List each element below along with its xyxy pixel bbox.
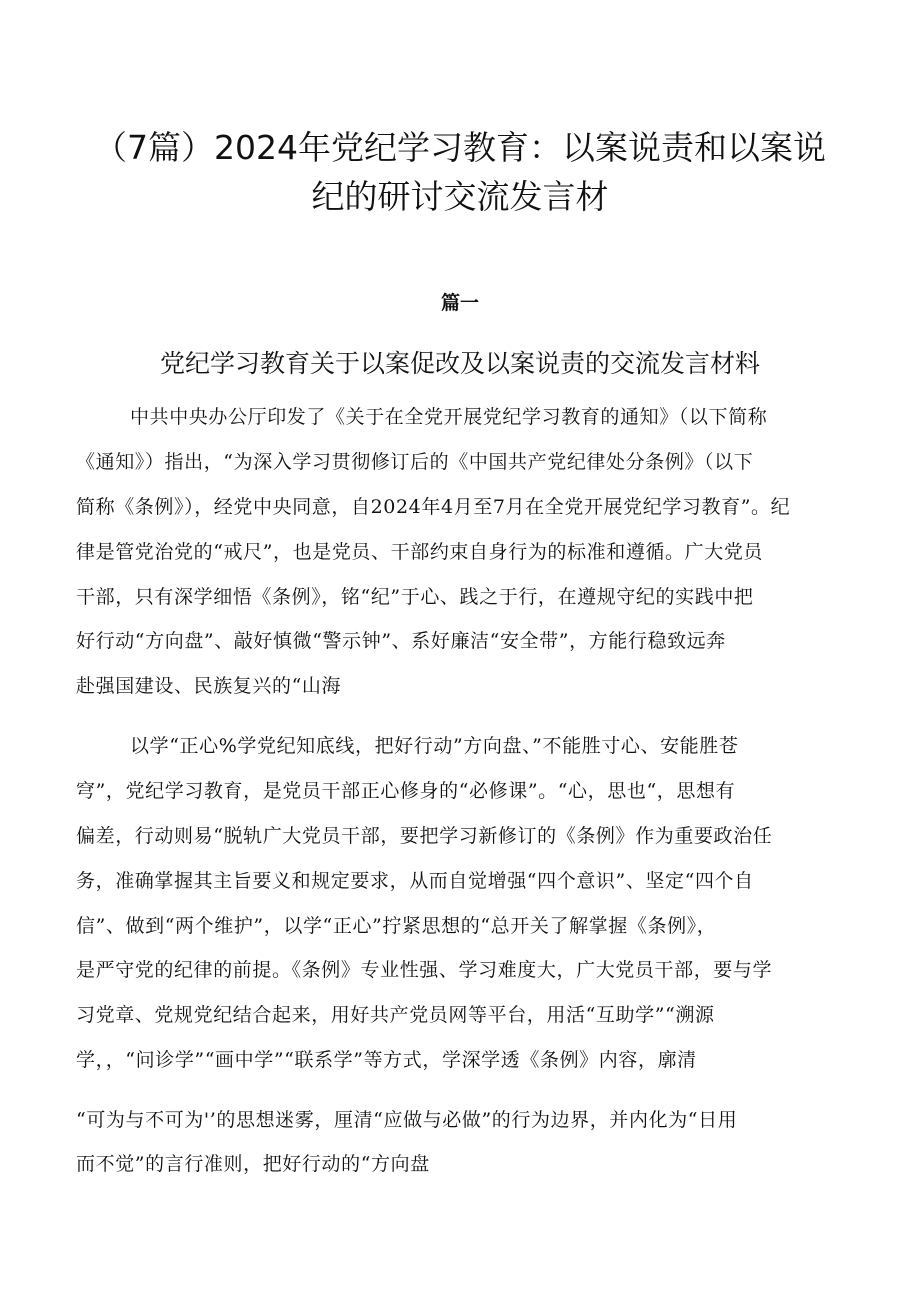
paragraph-2-line: 习党章、党规党纪结合起来，用好共产党员网等平台，用活“互助学”“溯源	[76, 1004, 715, 1026]
paragraph-2-line: 穹”，党纪学习教育，是党员干部正心修身的“必修课”。“心，思也“，思想有	[76, 780, 736, 802]
paragraph-2-line: 是严守党的纪律的前提。《条例》专业性强、学习难度大，广大党员干部，要与学	[76, 959, 773, 981]
section-label: 篇一	[440, 292, 479, 314]
paragraph-1-line: 《通知》）指出，“为深入学习贯彻修订后的《中国共产党纪律处分条例》（以下	[76, 451, 754, 473]
paragraph-2-line: 信”、做到“两个维护”，以学“正心”拧紧思想的“总开关了解掌握《条例》，	[76, 915, 717, 937]
paragraph-1-line: 干部，只有深学细悟《条例》，铭“纪”于心、践之于行，在遵规守纪的实践中把	[76, 586, 754, 608]
document-title-line-2: 纪的研讨交流发言材	[311, 177, 609, 216]
document-title-line-1: （7篇）2024年党纪学习教育：以案说责和以案说	[94, 128, 826, 167]
section-heading: 党纪学习教育关于以案促改及以案说责的交流发言材料	[159, 349, 760, 378]
paragraph-3-line: 而不觉”的言行准则，把好行动的“方向盘	[76, 1153, 430, 1175]
paragraph-3-line: “可为与不可为'’的思想迷雾，厘清“应做与必做”的行为边界，并内化为“日用	[76, 1109, 738, 1131]
paragraph-1-line: 简称《条例》），经党中央同意，自2024年4月至7月在全党开展党纪学习教育”。纪	[76, 496, 791, 518]
paragraph-2-line: 务，准确掌握其主旨要义和规定要求，从而自觉增强“四个意识”、坚定“四个自	[76, 870, 754, 892]
paragraph-1-line: 律是管党治党的“戒尺”，也是党员、干部约束自身行为的标准和遵循。广大党员	[76, 541, 764, 563]
paragraph-2-line: 以学“正心%学党纪知底线，把好行动”方向盘、”不能胜寸心、安能胜苍	[130, 735, 739, 757]
paragraph-1-line: 中共中央办公厅印发了《关于在全党开展党纪学习教育的通知》（以下简称	[130, 406, 768, 428]
paragraph-2-line: 学，，“问诊学”“画中学”“联系学”等方式，学深学透《条例》内容，廓清	[76, 1049, 697, 1071]
paragraph-2-line: 偏差，行动则易“脱轨广大党员干部，要把学习新修订的《条例》作为重要政治任	[76, 825, 773, 847]
paragraph-1-line: 赴强国建设、民族复兴的“山海	[76, 675, 342, 697]
paragraph-1-line: 好行动“方向盘”、敲好慎微“警示钟”、系好廉洁“安全带”，方能行稳致远奔	[76, 630, 726, 652]
